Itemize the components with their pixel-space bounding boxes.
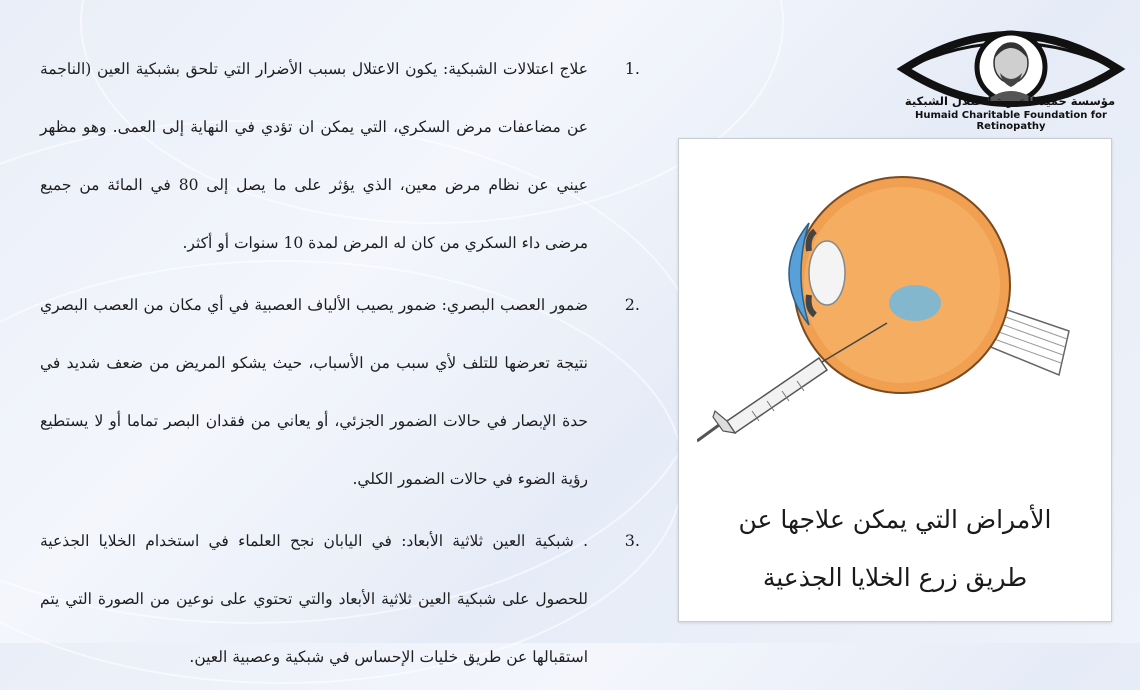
logo-name-english: Humaid Charitable Foundation for Retinopathy (915, 110, 1107, 132)
item-number: 1. (624, 59, 640, 78)
illustration-panel (678, 138, 1112, 622)
item-text: علاج اعتلالات الشبكية: يكون الاعتلال بسبب الأضرار التي تلحق بشبكية العين (الناجمة عن مضاعفات مرض السكري، التي يمكن ان تؤدي في النهاية إلى العمى. وهو مظهر عيني عن نظام مرض معين، الذي يؤثر على ما يصل إلى 80 في المائة من جميع مرضى داء السكري من كان له المرض لمدة 10 سنوات أو أكثر. (40, 60, 588, 252)
macula (889, 285, 941, 321)
eye-injection-illustration (697, 153, 1077, 471)
item-number: 2. (624, 295, 640, 314)
lens (809, 241, 845, 305)
panel-caption (689, 491, 1101, 607)
caption-line-1: الأمراض التي يمكن علاجها عن (738, 505, 1052, 534)
list-item (40, 276, 640, 508)
diseases-list (40, 40, 640, 690)
item-text: . شبكية العين ثلاثية الأبعاد: في اليابان نجح العلماء في استخدام الخلايا الجذعية للحصول على شبكية العين ثلاثية الأبعاد والتي تحتوي على نوعين من الصورة التي يتم استقبالها عن طريق خليات الإحساس في شبكية وعصبية العين. (40, 532, 588, 666)
list-item (40, 512, 640, 686)
item-text: ضمور العصب البصري: ضمور يصيب الألياف العصبية في أي مكان من العصب البصري نتيجة تعرضها للتلف لأي سبب من الأسباب، حيث يشكو المريض من ضعف شديد في حدة الإبصار في حالات الضمور الجزئي، أو يعاني من فقدان البصر تماما أو لا يستطيع رؤية الضوء في حالات الضمور الكلي. (40, 296, 588, 488)
logo-name-arabic: مؤسسة حميد الخيرية لاعتلال الشبكية (904, 94, 1116, 108)
caption-line-2: طريق زرع الخلايا الجذعية (762, 563, 1028, 592)
item-number: 3. (624, 531, 640, 550)
list-item (40, 40, 640, 272)
